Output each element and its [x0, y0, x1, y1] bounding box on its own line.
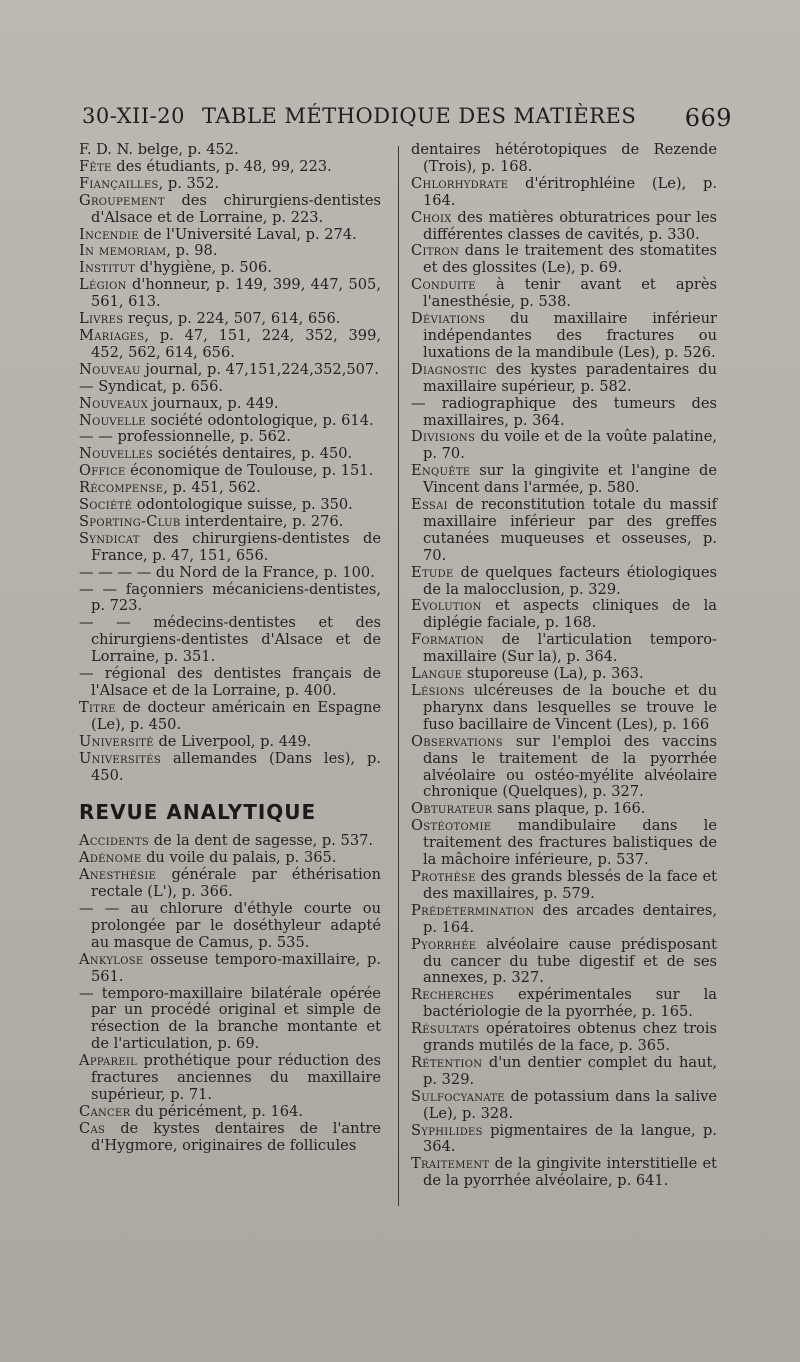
entry-text: alvéolaire cause prédisposant du cancer du tube digestif et de ses annexes, p. 327. [423, 935, 717, 987]
index-entry [79, 446, 381, 463]
entry-text: stuporeuse (La), p. 363. [462, 665, 644, 683]
entry-keyword: Formation [411, 631, 485, 649]
entry-text: odontologique suisse, p. 350. [132, 496, 353, 514]
index-entry [79, 142, 381, 159]
entry-keyword: Appareil [79, 1052, 138, 1070]
entry-text: reçus, p. 224, 507, 614, 656. [123, 310, 341, 328]
index-entry [411, 903, 717, 937]
column-divider [398, 146, 399, 1206]
index-entry [79, 260, 381, 277]
index-entry [79, 734, 381, 751]
entry-keyword: Résultats [411, 1020, 480, 1038]
entry-text: — radiographique des tumeurs des maxillaires, p. 364. [411, 394, 717, 429]
entry-keyword: Fête [79, 157, 112, 175]
entry-text: des étudiants, p. 48, 99, 223. [111, 157, 332, 175]
entry-keyword: In memoriam [79, 242, 167, 260]
entry-text: des arcades dentaires, p. 164. [423, 901, 717, 936]
entry-text: de la dent de sagesse, p. 537. [149, 832, 374, 850]
index-entry [411, 210, 717, 244]
index-entry [411, 176, 717, 210]
index-entry [411, 683, 717, 734]
entry-text: générale par éthérisation rectale (L'), p. 366. [91, 866, 381, 901]
index-entry [79, 615, 381, 666]
entry-text: de l'articulation temporo-maxillaire (Sur la), p. 364. [423, 631, 717, 666]
entry-text: — — médecins-dentistes et des chirurgiens-dentistes d'Alsace et de Lorraine, p. 351. [79, 614, 381, 666]
entry-text: de potassium dans la salive (Le), p. 328. [423, 1087, 717, 1122]
index-entry [79, 1121, 381, 1155]
left-entries-analytique [79, 833, 381, 1154]
entry-keyword: Société [79, 496, 133, 514]
index-entry [79, 429, 381, 446]
index-entry [411, 1055, 717, 1089]
entry-keyword: Institut [79, 259, 136, 277]
entry-keyword: Rétention [411, 1053, 483, 1071]
entry-keyword: Diagnostic [411, 360, 487, 378]
entry-text: sur la gingivite et l'angine de Vincent dans l'armée, p. 580. [423, 462, 717, 497]
index-entry [79, 159, 381, 176]
entry-text: , p. 98. [166, 242, 218, 260]
index-entry [79, 666, 381, 700]
entry-text: à tenir avant et après l'anesthésie, p. 538. [423, 276, 717, 311]
entry-text: et aspects cliniques de la diplégie faciale, p. 168. [423, 597, 717, 632]
index-entry [411, 1156, 717, 1190]
entry-text: interdentaire, p. 276. [180, 512, 344, 530]
entry-text: de l'Université Laval, p. 274. [138, 225, 357, 243]
index-entry [411, 987, 717, 1021]
header-date: 30-XII-20 [82, 104, 185, 128]
index-entry [79, 193, 381, 227]
right-column [411, 142, 717, 1190]
index-entry [79, 328, 381, 362]
entry-text: ulcéreuses de la bouche et du pharynx dans lesquelles se trouve le fuso bacillaire de Vincent (Les), p. 166 [423, 682, 717, 733]
entry-keyword: Etude [411, 563, 454, 581]
index-entry [79, 311, 381, 328]
entry-keyword: Ankylose [79, 950, 144, 968]
entry-keyword: Essai [411, 496, 448, 514]
entry-text: des grands blessés de la face et des maxillaires, p. 579. [423, 867, 717, 902]
entry-text: pigmentaires de la langue, p. 364. [423, 1121, 717, 1156]
entry-text: prothétique pour réduction des fractures anciennes du maxillaire supérieur, p. 71. [91, 1052, 381, 1103]
entry-text: allemandes (Dans les), p. 450. [91, 749, 381, 784]
entry-keyword: Obturateur [411, 800, 493, 818]
index-entry [79, 850, 381, 867]
entry-keyword: Sporting-Club [79, 512, 181, 530]
entry-keyword: Langue [411, 665, 463, 683]
entry-keyword: Groupement [79, 191, 165, 209]
entry-keyword: Nouvelle [79, 411, 146, 429]
entry-text: — régional des dentistes français de l'Alsace et de la Lorraine, p. 400. [79, 665, 381, 699]
index-entry [79, 480, 381, 497]
entry-keyword: Prothèse [411, 867, 476, 885]
entry-keyword: Evolution [411, 597, 482, 615]
index-entry [411, 1021, 717, 1055]
index-entry [79, 700, 381, 734]
index-entry [79, 1104, 381, 1121]
entry-text: d'hygiène, p. 506. [135, 259, 272, 277]
index-entry [79, 867, 381, 901]
entry-keyword: Citron [411, 242, 460, 260]
entry-keyword: Chlorhydrate [411, 174, 509, 192]
index-entry [411, 277, 717, 311]
entry-keyword: Office [79, 462, 126, 480]
entry-text: journaux, p. 449. [148, 394, 279, 412]
index-entry [411, 734, 717, 802]
index-entry [411, 497, 717, 565]
index-entry [79, 463, 381, 480]
index-entry [411, 565, 717, 599]
index-entry [411, 801, 717, 818]
entry-text: d'honneur, p. 149, 399, 447, 505, 561, 613. [91, 276, 381, 311]
entry-keyword: Enquête [411, 462, 471, 480]
index-entry [411, 1123, 717, 1157]
entry-text: du voile et de la voûte palatine, p. 70. [423, 428, 717, 463]
entry-keyword: Prédétermination [411, 901, 535, 919]
entry-text: de docteur américain en Espagne (Le), p. 450. [91, 698, 381, 733]
entry-text: dentaires hétérotopiques de Rezende (Trois), p. 168. [411, 141, 717, 175]
index-entry [79, 497, 381, 514]
entry-keyword: Nouveau [79, 360, 141, 378]
entry-text: — — façonniers mécaniciens-dentistes, p. 723. [79, 580, 381, 615]
entry-text: F. D. N. belge, p. 452. [79, 141, 239, 158]
entry-keyword: Recherches [411, 986, 495, 1004]
index-entry [411, 396, 717, 430]
entry-keyword: Ostéotomie [411, 817, 492, 835]
entry-text: des kystes paradentaires du maxillaire supérieur, p. 582. [423, 360, 717, 395]
entry-keyword: Conduite [411, 276, 476, 294]
entry-keyword: Sulfocyanate [411, 1087, 505, 1105]
entry-keyword: Cas [79, 1119, 106, 1137]
page-number: 669 [684, 104, 732, 132]
index-entry [411, 429, 717, 463]
index-entry [79, 833, 381, 850]
entry-text: du maxillaire inférieur indépendantes des fractures ou luxations de la mandibule (Les), p. 526. [423, 310, 717, 361]
entry-text: journal, p. 47,151,224,352,507. [140, 360, 379, 378]
left-entries [79, 142, 381, 784]
entry-keyword: Accidents [79, 832, 150, 850]
index-entry [79, 176, 381, 193]
right-entries [411, 142, 717, 1190]
index-entry [79, 413, 381, 430]
entry-text: des chirurgiens-dentistes de France, p. 47, 151, 656. [91, 529, 381, 564]
entry-text: économique de Toulouse, p. 151. [125, 462, 374, 480]
entry-keyword: Légion [79, 276, 127, 294]
index-entry [79, 277, 381, 311]
index-entry [411, 869, 717, 903]
entry-text: , p. 352. [158, 174, 220, 192]
entry-keyword: Syphilides [411, 1121, 483, 1139]
index-entry [79, 379, 381, 396]
entry-text: d'un dentier complet du haut, p. 329. [423, 1053, 717, 1088]
entry-keyword: Adénome [79, 849, 142, 867]
index-entry [411, 937, 717, 988]
index-entry [79, 901, 381, 952]
entry-keyword: Incendie [79, 225, 139, 243]
entry-text: mandibulaire dans le traitement des fractures balistiques de la mâchoire inférieure, p. 537. [423, 817, 717, 869]
entry-text: du péricément, p. 164. [130, 1102, 304, 1120]
entry-text: osseuse temporo-maxillaire, p. 561. [91, 950, 381, 985]
entry-text: — — au chlorure d'éthyle courte ou prolongée par le doséthyleur adapté au masque de Camus, p. 535. [79, 899, 381, 951]
index-entry [79, 751, 381, 785]
section-title: REVUE ANALYTIQUE [79, 800, 317, 825]
entry-text: de Liverpool, p. 449. [153, 732, 312, 750]
entry-text: sur l'emploi des vaccins dans le traitement de la pyorrhée alvéolaire ou ostéo-myélite alvéolaire chronique (Quelques), p. 327. [423, 732, 717, 801]
entry-text: sociétés dentaires, p. 450. [153, 445, 353, 463]
entry-text: de la gingivite interstitielle et de la pyorrhée alvéolaire, p. 641. [423, 1155, 717, 1190]
index-entry [411, 362, 717, 396]
page-header [82, 104, 732, 138]
entry-keyword: Lésions [411, 682, 465, 699]
entry-keyword: Déviations [411, 310, 486, 328]
entry-text: des chirurgiens-dentistes d'Alsace et de Lorraine, p. 223. [91, 191, 381, 226]
entry-text: dans le traitement des stomatites et des glossites (Le), p. 69. [423, 242, 717, 277]
index-entry [79, 565, 381, 582]
entry-keyword: Pyorrhée [411, 935, 477, 953]
index-entry [411, 1089, 717, 1123]
index-entry [411, 463, 717, 497]
index-entry [411, 243, 717, 277]
index-entry [79, 986, 381, 1054]
entry-text: de reconstitution totale du massif maxillaire inférieur par des greffes cutanées muqueuses et osseuses, p. 70. [423, 496, 717, 564]
entry-keyword: Choix [411, 208, 452, 226]
entry-text: de kystes dentaires de l'antre d'Hygmore, originaires de follicules [91, 1119, 381, 1154]
index-entry [79, 514, 381, 531]
index-entry [411, 311, 717, 362]
entry-keyword: Traitement [411, 1155, 490, 1173]
entry-text: , p. 47, 151, 224, 352, 399, 452, 562, 614, 656. [91, 326, 381, 361]
entry-text: expérimentales sur la bactériologie de la pyorrhée, p. 165. [423, 986, 717, 1021]
index-entry [79, 243, 381, 260]
index-entry [79, 396, 381, 413]
index-entry [79, 952, 381, 986]
entry-text: , p. 451, 562. [163, 479, 261, 497]
entry-keyword: Nouveaux [79, 394, 149, 412]
entry-keyword: Universités [79, 749, 161, 767]
index-entry [79, 1053, 381, 1104]
index-entry [411, 142, 717, 176]
entry-keyword: Livres [79, 310, 124, 328]
entry-text: — — — — du Nord de la France, p. 100. [79, 563, 375, 581]
entry-keyword: Titre [79, 698, 116, 716]
index-entry [411, 818, 717, 869]
entry-keyword: Anesthésie [79, 866, 157, 884]
entry-keyword: Fiançailles [79, 174, 159, 192]
entry-keyword: Mariages [79, 326, 145, 344]
entry-text: opératoires obtenus chez trois grands mutilés de la face, p. 365. [423, 1020, 717, 1055]
entry-keyword: Divisions [411, 428, 476, 446]
entry-keyword: Université [79, 732, 154, 750]
entry-text: — Syndicat, p. 656. [79, 377, 224, 395]
left-column [79, 142, 381, 1155]
index-entry [79, 531, 381, 565]
entry-keyword: Syndicat [79, 529, 140, 547]
header-title: TABLE MÉTHODIQUE DES MATIÈRES [202, 104, 637, 128]
index-entry [411, 666, 717, 683]
index-entry [79, 582, 381, 616]
entry-text: — — professionnelle, p. 562. [79, 428, 291, 446]
index-entry [79, 227, 381, 244]
index-entry [79, 362, 381, 379]
entry-keyword: Nouvelles [79, 445, 154, 463]
entry-text: du voile du palais, p. 365. [141, 849, 337, 867]
entry-keyword: Observations [411, 732, 503, 750]
entry-text: de quelques facteurs étiologiques de la malocclusion, p. 329. [423, 563, 717, 598]
entry-text: — temporo-maxillaire bilatérale opérée par un procédé original et simple de résection de la branche montante et de l'articulation, p. 69. [79, 984, 381, 1053]
entry-text: d'éritrophléine (Le), p. 164. [423, 174, 717, 209]
entry-keyword: Cancer [79, 1102, 131, 1120]
entry-text: des matières obturatrices pour les différentes classes de cavités, p. 330. [423, 208, 717, 243]
entry-text: sans plaque, p. 166. [492, 800, 646, 818]
entry-text: société odontologique, p. 614. [145, 411, 374, 429]
index-entry [411, 632, 717, 666]
index-entry [411, 598, 717, 632]
entry-keyword: Récompense [79, 479, 164, 497]
